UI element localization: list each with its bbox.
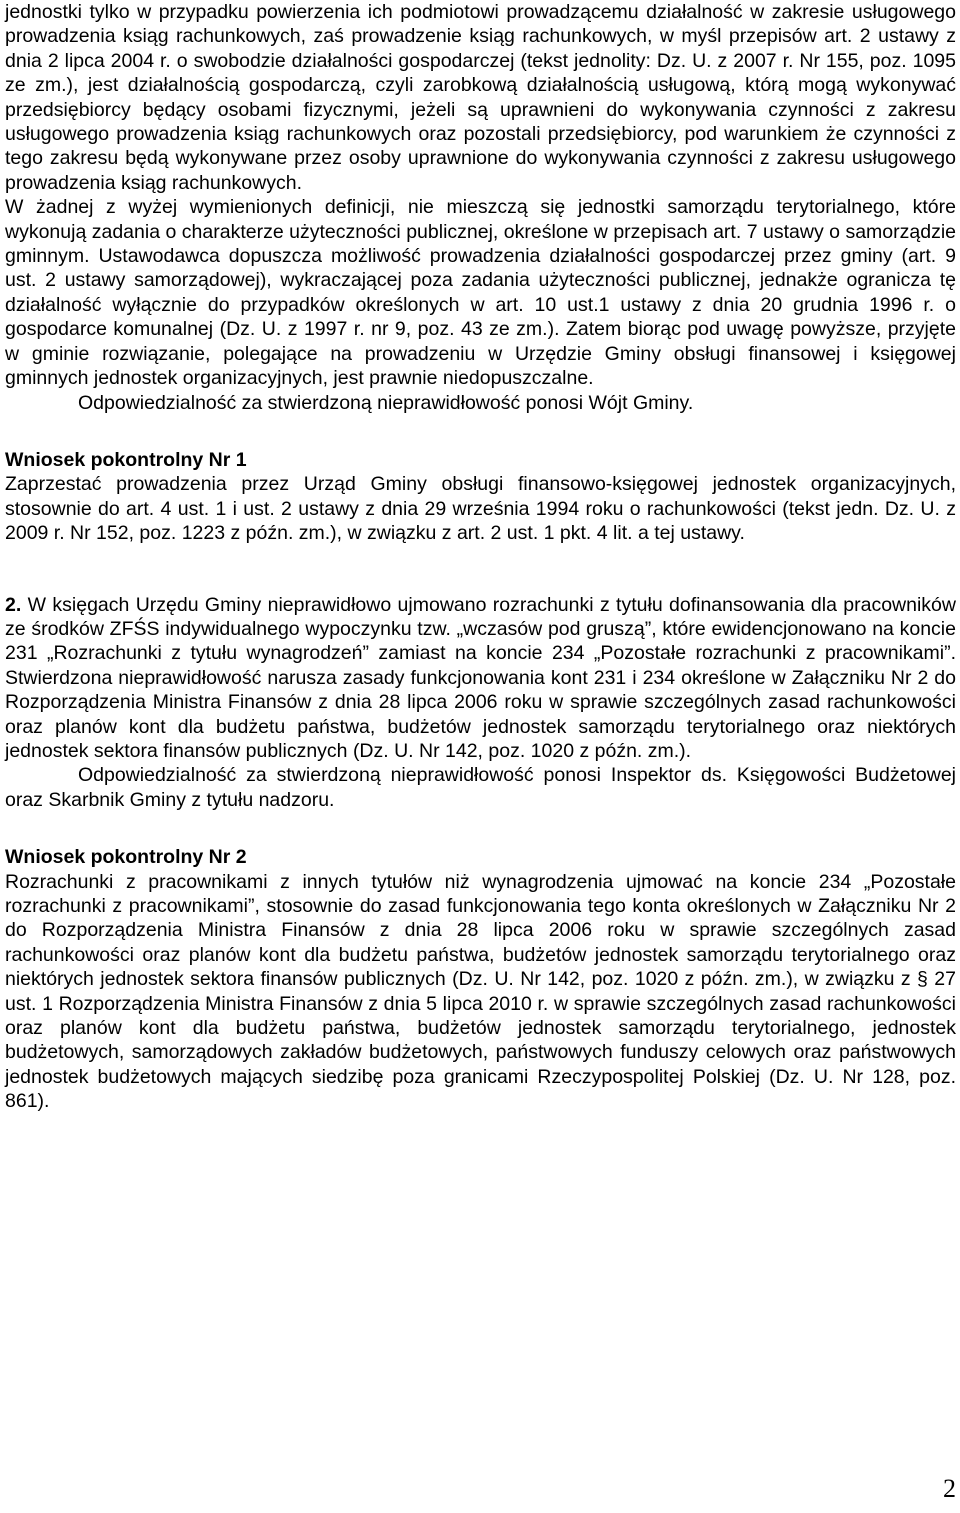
document-page (5, 0, 956, 1114)
spacer (5, 812, 956, 845)
wniosek-1-heading: Wniosek pokontrolny Nr 1 (5, 448, 247, 471)
page-number: 2 (943, 1474, 956, 1503)
gmina-paragraph: W żadnej z wyżej wymienionych definicji, nie mieszczą się jednostki samorządu terytorialnego, które wykonują zadania o charakterze użyteczności publicznej, określone w przepisach art. 7 ustawy o samorządzie gminnym. Ustawodawca dopuszcza możliwość prowadzenia działalności gospodarczej przez gminy (art. 9 ust. 2 ustawy samorządowej), wykraczającej poza zadania użyteczności publicznej, jednakże ogranicza tę działalność wyłącznie do przypadków określonych w art. 10 ust.1 ustawy z dnia 20 grudnia 1996 r. o gospodarce komunalnej (Dz. U. z 1997 r. nr 9, poz. 43 ze zm.). Zatem biorąc pod uwagę powyższe, przyjęte w gminie rozwiązanie, polegające na prowadzeniu w Urzędzie Gminy obsługi finansowej i księgowej gminnych jednostek organizacyjnych, jest prawnie niedopuszczalne. (5, 196, 956, 390)
finding-2-text: W księgach Urzędu Gminy nieprawidłowo ujmowano rozrachunki z tytułu dofinansowania dla pracowników ze środków ZFŚS indywidualnego wypoczynku tzw. „wczasów pod gruszą”, które ewidencjonowano na koncie 231 „Rozrachunki z tytułu wynagrodzeń” zamiast na koncie 234 „Pozostałe rozrachunki z pracownikami”. Stwierdzona nieprawidłowość narusza zasady funkcjonowania kont 231 i 234 określone w Załączniku Nr 2 do Rozporządzenia Ministra Finansów z dnia 28 lipca 2006 roku w sprawie szczególnych zasad rachunkowości oraz planów kont dla budżetu państwa, budżetów jednostek samorządu terytorialnego oraz niektórych jednostek sektora finansów publicznych (Dz. U. Nr 142, poz. 1020 z późn. zm.). (5, 593, 956, 762)
spacer (5, 415, 956, 448)
responsibility-note-1: Odpowiedzialność za stwierdzoną nieprawidłowość ponosi Wójt Gminy. (78, 391, 694, 414)
intro-paragraph: jednostki tylko w przypadku powierzenia ich podmiotowi prowadzącemu działalność w zakresie usługowego prowadzenia ksiąg rachunkowych, zaś prowadzenie ksiąg rachunkowych, w myśl przepisów art. 2 ustawy z dnia 2 lipca 2004 r. o swobodzie działalności gospodarczej (tekst jednolity: Dz. U. z 2007 r. Nr 155, poz. 1095 ze zm.), jest działalnością gospodarczą, czyli zarobkową działalnością usługową, którą mogą wykonywać przedsiębiorcy będący osobami fizycznymi, jeżeli są uprawnieni do wykonywania czynności z zakresu usługowego prowadzenia ksiąg rachunkowych oraz pozostali przedsiębiorcy, pod warunkiem że czynności z tego zakresu będą wykonywane przez osoby uprawnione do wykonywania czynności z zakresu usługowego prowadzenia ksiąg rachunkowych. (5, 1, 956, 194)
spacer (5, 546, 956, 593)
responsibility-note-2: Odpowiedzialność za stwierdzoną nieprawidłowość ponosi Inspektor ds. Księgowości Budżetowej oraz Skarbnik Gminy z tytułu nadzoru. (5, 764, 956, 811)
wniosek-2-heading: Wniosek pokontrolny Nr 2 (5, 846, 247, 869)
wniosek-2-body: Rozrachunki z pracownikami z innych tytułów niż wynagrodzenia ujmować na koncie 234 „Pozostałe rozrachunki z pracownikami”, stosownie do zasad funkcjonowania tego konta określonych w Załączniku Nr 2 do Rozporządzenia Ministra Finansów z dnia 28 lipca 2006 roku w sprawie szczególnych zasad rachunkowości oraz planów kont dla budżetu państwa, budżetów jednostek samorządu terytorialnego oraz niektórych jednostek sektora finansów publicznych (Dz. U. Nr 142, poz. 1020 z późn. zm.), w związku z § 27 ust. 1 Rozporządzenia Ministra Finansów z dnia 5 lipca 2010 r. w sprawie szczególnych zasad rachunkowości oraz planów kont dla budżetu państwa, budżetów jednostek samorządu terytorialnego, jednostek budżetowych, samorządowych zakładów budżetowych, państwowych funduszy celowych oraz państwowych jednostek budżetowych mających siedzibę poza granicami Rzeczypospolitej Polskiej (Dz. U. Nr 128, poz. 861). (5, 870, 956, 1113)
wniosek-1-body: Zaprzestać prowadzenia przez Urząd Gminy obsługi finansowo-księgowej jednostek organizacyjnych, stosownie do art. 4 ust. 1 i ust. 2 ustawy z dnia 29 września 1994 roku o rachunkowości (tekst jedn. Dz. U. z 2009 r. Nr 152, poz. 1223 z późn. zm.), w związku z art. 2 ust. 1 pkt. 4 lit. a tej ustawy. (5, 473, 956, 545)
finding-2-number: 2. (5, 593, 22, 616)
finding-2-paragraph (5, 593, 956, 764)
